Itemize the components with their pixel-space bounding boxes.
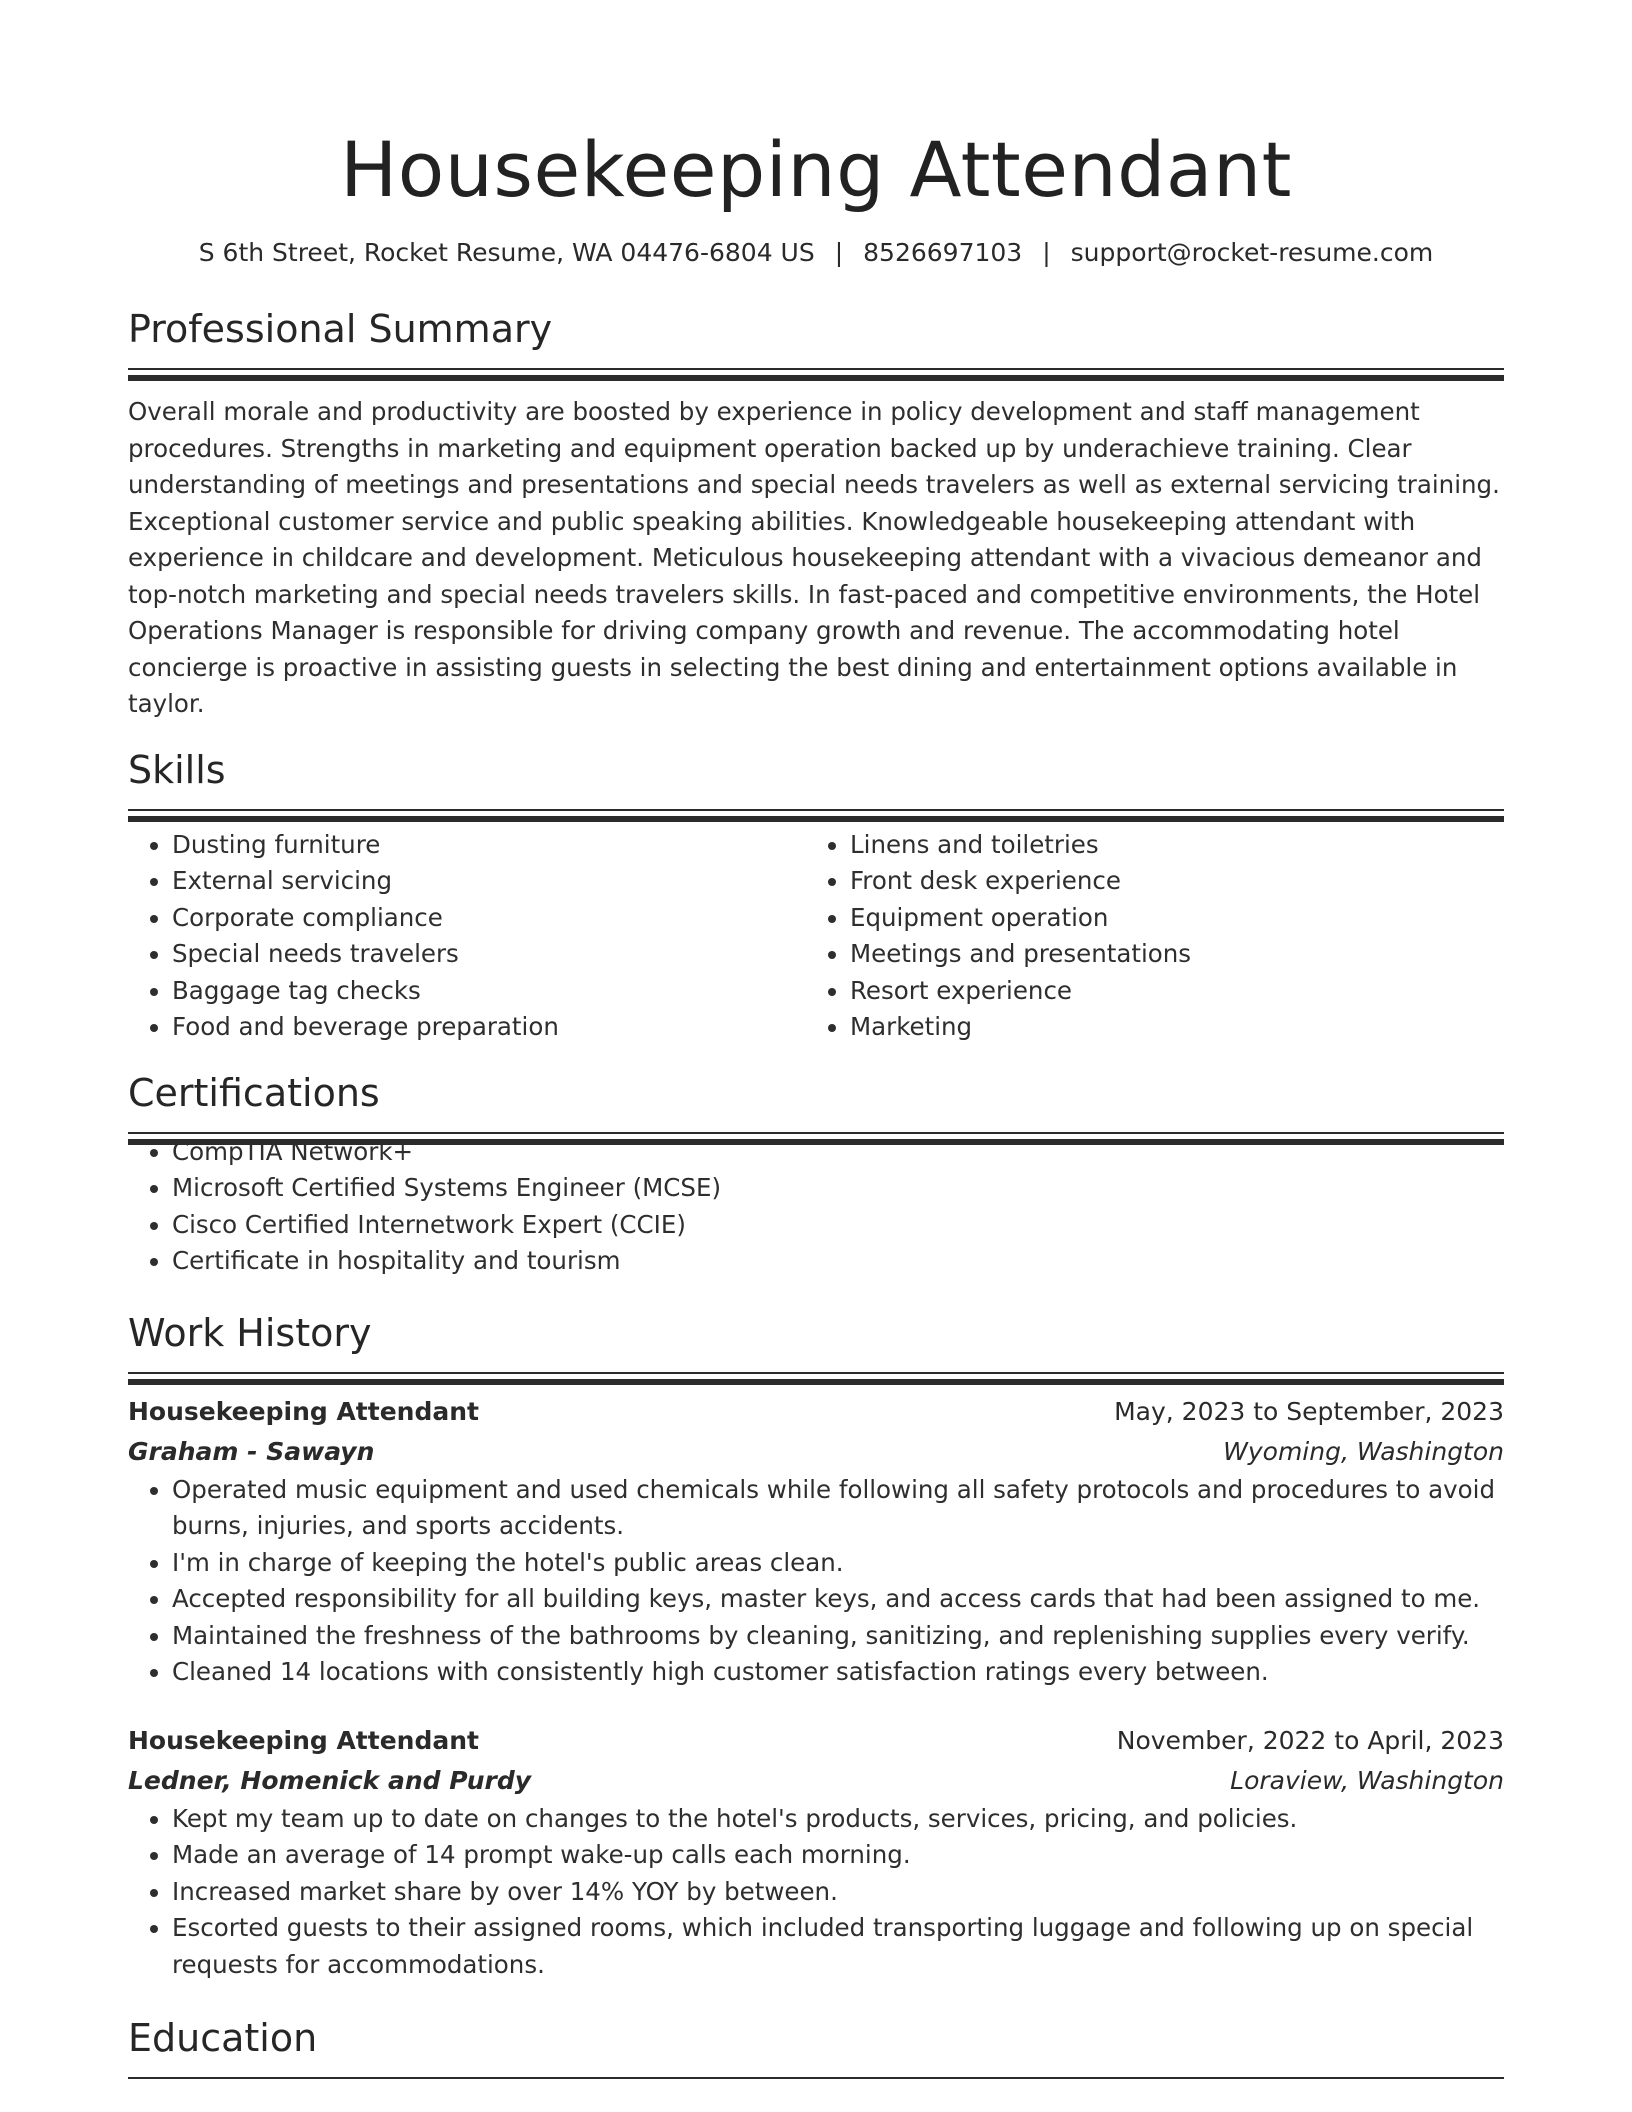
job-bullet: • Increased market share by over 14% YOY by between. bbox=[172, 1874, 1504, 1911]
job-title: Housekeeping Attendant bbox=[128, 1725, 479, 1755]
job-bullet: • Made an average of 14 prompt wake-up calls each morning. bbox=[172, 1837, 1504, 1874]
job-title: Housekeeping Attendant bbox=[128, 1396, 479, 1426]
section-divider bbox=[128, 1132, 1504, 1134]
section-title-work-history: Work History bbox=[128, 1310, 372, 1355]
certification-item: • Microsoft Certified Systems Engineer (MCSE) bbox=[172, 1170, 1504, 1207]
job-bullet: • Cleaned 14 locations with consistently high customer satisfaction ratings every between. bbox=[172, 1654, 1504, 1691]
skill-item: • Corporate compliance bbox=[172, 900, 806, 937]
candidate-name: Housekeeping Attendant bbox=[340, 125, 1292, 214]
skills-list-right bbox=[806, 827, 1484, 1046]
section-divider bbox=[128, 368, 1504, 370]
job-subheader-row bbox=[128, 1432, 1504, 1472]
summary-text: Overall morale and productivity are boosted by experience in policy development and staff management procedures. Strengths in marketing and equipment operation backed up by underachieve training. Clear understanding of meetings and presentations and special needs travelers as well as external servicing training. Exceptional customer service and public speaking abilities. Knowledgeable housekeeping attendant with experience in childcare and development. Meticulous housekeeping attendant with a vivacious demeanor and top-notch marketing and special needs travelers skills. In fast-paced and competitive environments, the Hotel Operations Manager is responsible for driving company growth and revenue. The accommodating hotel concierge is proactive in assisting guests in selecting the best dining and entertainment options available in taylor. bbox=[128, 397, 1500, 718]
job-bullet: • I'm in charge of keeping the hotel's public areas clean. bbox=[172, 1545, 1504, 1582]
job-company: Graham - Sawayn bbox=[128, 1436, 375, 1466]
skill-item: • Linens and toiletries bbox=[850, 827, 1484, 864]
job-dates: May, 2023 to September, 2023 bbox=[1114, 1396, 1504, 1426]
job-bullets bbox=[128, 1472, 1504, 1691]
skill-item: • Marketing bbox=[850, 1009, 1484, 1046]
skill-item: • Dusting furniture bbox=[172, 827, 806, 864]
job-bullet: • Escorted guests to their assigned rooms, which included transporting luggage and following up on special requests for accommodations. bbox=[172, 1910, 1504, 1983]
skills-column-right bbox=[806, 827, 1484, 1046]
job-subheader-row bbox=[128, 1761, 1504, 1801]
skill-item: • Resort experience bbox=[850, 973, 1484, 1010]
skill-item: • Front desk experience bbox=[850, 863, 1484, 900]
section-divider bbox=[128, 809, 1504, 811]
certification-item: • CompTIA Network+ bbox=[172, 1134, 1504, 1171]
section-title-education: Education bbox=[128, 2016, 318, 2060]
contact-line bbox=[128, 236, 1504, 270]
job-location: Wyoming, Washington bbox=[1223, 1436, 1504, 1466]
contact-email: support@rocket-resume.com bbox=[1070, 238, 1434, 267]
section-title-summary: Professional Summary bbox=[128, 307, 553, 351]
skill-item: • Baggage tag checks bbox=[172, 973, 806, 1010]
section-title-certifications: Certifications bbox=[128, 1070, 380, 1115]
job-entry bbox=[128, 1721, 1504, 1984]
job-bullet: • Maintained the freshness of the bathrooms by cleaning, sanitizing, and replenishing supplies every verify. bbox=[172, 1618, 1504, 1655]
job-bullet: • Kept my team up to date on changes to the hotel's products, services, pricing, and policies. bbox=[172, 1801, 1504, 1838]
summary-section bbox=[128, 304, 1504, 723]
job-entry bbox=[128, 1392, 1504, 1691]
contact-address: S 6th Street, Rocket Resume, WA 04476-6804 US bbox=[198, 238, 815, 267]
job-bullets bbox=[128, 1801, 1504, 1984]
resume-page bbox=[128, 0, 1504, 2079]
skill-item: • External servicing bbox=[172, 863, 806, 900]
job-dates: November, 2022 to April, 2023 bbox=[1116, 1725, 1504, 1755]
skill-item: • Food and beverage preparation bbox=[172, 1009, 806, 1046]
education-section bbox=[128, 2013, 1504, 2079]
job-bullet: • Accepted responsibility for all building keys, master keys, and access cards that had been assigned to me. bbox=[172, 1581, 1504, 1618]
skill-item: • Equipment operation bbox=[850, 900, 1484, 937]
skills-column-left bbox=[128, 827, 806, 1046]
job-header-row bbox=[128, 1721, 1504, 1761]
section-title-skills: Skills bbox=[128, 747, 226, 792]
work-history-section bbox=[128, 1308, 1504, 1984]
skills-list-left bbox=[128, 827, 806, 1046]
section-divider bbox=[128, 1372, 1504, 1374]
contact-separator: | bbox=[834, 238, 844, 267]
skills-grid bbox=[128, 827, 1504, 1046]
certifications-section bbox=[128, 1068, 1504, 1280]
certification-item: • Certificate in hospitality and tourism bbox=[172, 1243, 1504, 1280]
contact-separator: | bbox=[1042, 238, 1051, 267]
job-location: Loraview, Washington bbox=[1230, 1765, 1504, 1795]
job-bullet: • Operated music equipment and used chemicals while following all safety protocols and procedures to avoid burns, injuries, and sports accidents. bbox=[172, 1472, 1504, 1545]
certification-item: • Cisco Certified Internetwork Expert (CCIE) bbox=[172, 1207, 1504, 1244]
skills-section bbox=[128, 745, 1504, 1046]
job-header-row bbox=[128, 1392, 1504, 1432]
job-company: Ledner, Homenick and Purdy bbox=[128, 1765, 532, 1795]
section-divider bbox=[128, 2077, 1504, 2079]
skill-item: • Special needs travelers bbox=[172, 936, 806, 973]
skill-item: • Meetings and presentations bbox=[850, 936, 1484, 973]
contact-phone: 8526697103 bbox=[863, 238, 1023, 267]
certifications-list bbox=[128, 1134, 1504, 1280]
